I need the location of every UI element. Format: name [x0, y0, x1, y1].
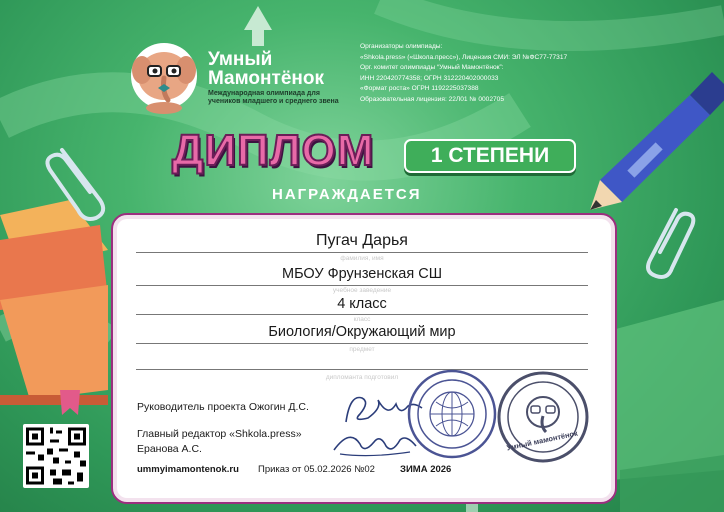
grade-hint: класс	[353, 316, 371, 323]
season-text: ЗИМА 2026	[400, 464, 452, 475]
organizers-line: Орг. комитет олимпиады “Умный Мамонтёнок”:	[360, 64, 504, 71]
recipient-name: Пугач Дарья	[136, 230, 588, 253]
editor-signature-label-1: Главный редактор «Shkola.press»	[137, 428, 302, 440]
organizers-line: «Shkola.press» («Школа.пресс»), Лицензия СМИ: ЭЛ №ФС77-77317	[360, 53, 568, 61]
school-name: МБОУ Фрунзенская СШ	[136, 264, 588, 286]
books-left-illustration	[0, 200, 108, 415]
logo-subtitle-line-1: Международная олимпиада для	[208, 90, 320, 97]
order-text: Приказ от 05.02.2026 №02	[258, 464, 375, 475]
mascot-logo-icon	[128, 40, 200, 118]
subject-hint: предмет	[349, 346, 375, 353]
grade: 4 класс	[136, 294, 588, 315]
website-link[interactable]: ummyimamontenok.ru	[137, 464, 239, 475]
stamp-caption: Умный мамонтёнок	[505, 428, 579, 453]
organization-stamp-icon	[406, 368, 498, 460]
logo-title	[208, 50, 324, 88]
organizers-line: Организаторы олимпиады:	[360, 43, 443, 50]
organizers-line: «Формат роста» ОГРН 1192225037388	[360, 85, 479, 92]
organizers-line: ИНН 220420774358; ОГРН 312220402000033	[360, 74, 499, 82]
teacher	[136, 354, 588, 370]
logo-subtitle	[208, 90, 358, 106]
organizers-block	[360, 42, 640, 105]
project-head-signature-label: Руководитель проекта Ожогин Д.С.	[137, 401, 309, 413]
school-hint: учебное заведение	[332, 287, 392, 294]
logo-line-2: Мамонтёнок	[208, 68, 324, 89]
organizers-line: Образовательная лицензия: 22Л01 № 0002705	[360, 95, 505, 103]
degree-badge: 1 СТЕПЕНИ	[404, 139, 576, 173]
book-right-illustration	[612, 300, 724, 512]
logo-line-1: Умный	[208, 49, 273, 70]
teacher-hint: дипломанта подготовил	[325, 374, 399, 381]
logo-subtitle-line-2: учеников младшего и среднего звена	[208, 98, 339, 105]
editor-signature-label-2: Еранова А.С.	[137, 443, 202, 455]
diploma-title: ДИПЛОМ	[172, 126, 375, 175]
awarded-heading: НАГРАЖДАЕТСЯ	[272, 186, 422, 203]
subject: Биология/Окружающий мир	[136, 322, 588, 344]
recipient-name-hint: фамилия, имя	[340, 255, 384, 262]
qr-code-icon[interactable]	[23, 424, 89, 488]
